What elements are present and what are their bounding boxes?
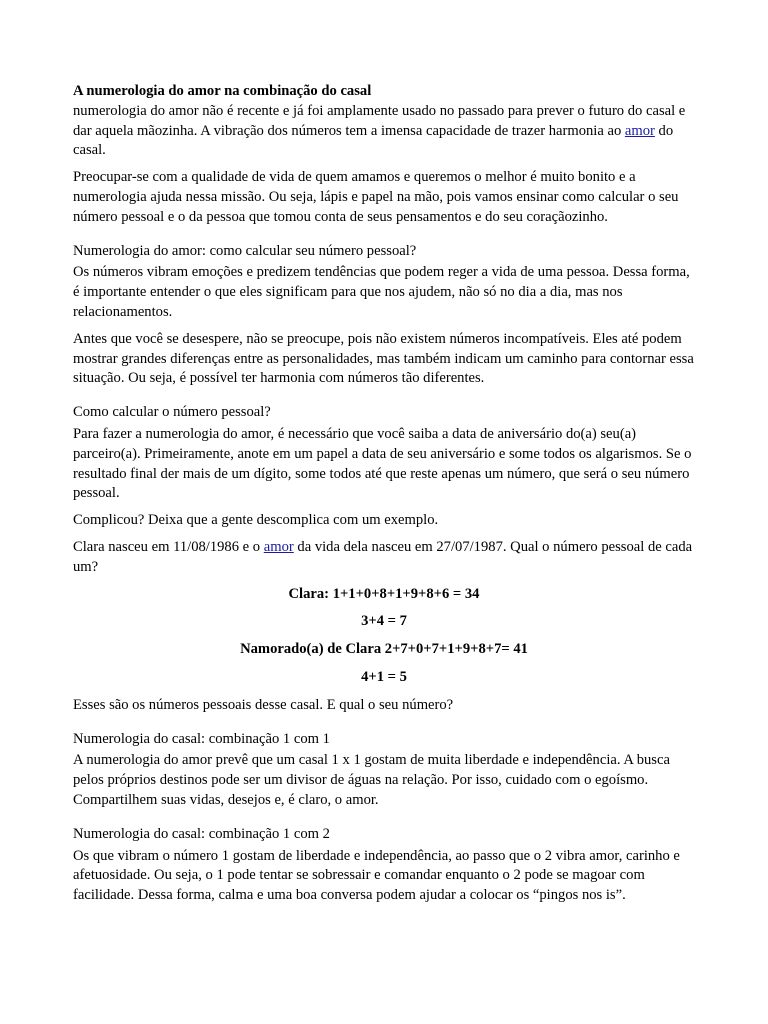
- calculation-line: Clara: 1+1+0+8+1+9+8+6 = 34: [288, 585, 480, 602]
- paragraph: Complicou? Deixa que a gente descomplica com um exemplo.: [73, 512, 439, 529]
- example-paragraph: [73, 538, 695, 578]
- amor-link[interactable]: amor: [263, 538, 294, 555]
- intro-paragraph: [73, 102, 695, 161]
- calculation-line: Namorado(a) de Clara 2+7+0+7+1+9+8+7= 41: [240, 641, 528, 658]
- section-heading: Numerologia do amor: como calcular seu número pessoal?: [73, 242, 417, 259]
- section-heading: Numerologia do casal: combinação 1 com 1: [73, 730, 330, 747]
- section-heading: Numerologia do casal: combinação 1 com 2: [73, 825, 330, 842]
- paragraph: Antes que você se desespere, não se preocupe, pois não existem números incompatíveis. Eles até podem mostrar grandes diferenças entre as personalidades, mas também indicam um caminho para contornar essa situação. Ou seja, é possível ter harmonia com números tão diferentes.: [73, 330, 694, 387]
- paragraph: Esses são os números pessoais desse casal. E qual o seu número?: [73, 696, 454, 713]
- document-page: [73, 82, 695, 913]
- paragraph: Preocupar-se com a qualidade de vida de quem amamos e queremos o melhor é muito bonito e a numerologia ajuda nessa missão. Ou seja, lápis e papel na mão, pois vamos ensinar como calcular o seu número pessoal e o da pessoa que tomou conta de seus pensamentos e do seu coraçãozinho.: [73, 169, 679, 225]
- paragraph: Os que vibram o número 1 gostam de liberdade e independência, ao passo que o 2 vibra amor, carinho e afetuosidade. Ou seja, o 1 pode tentar se sobressair e comandar enquanto o 2 pode se magoar com facilidade. Dessa forma, calma e uma boa conversa podem ajudar a colocar os “pingos nos is”.: [73, 847, 680, 904]
- paragraph: Para fazer a numerologia do amor, é necessário que você saiba a data de aniversário do(a) seu(a) parceiro(a). Primeiramente, anote em um papel a data de seu aniversário e some todos os algarismos. Se o resultado final der mais de um dígito, some todos até que reste apenas um número, que será o seu número pessoal.: [73, 425, 692, 502]
- section-heading: Como calcular o número pessoal?: [73, 404, 271, 421]
- calculation-line: 4+1 = 5: [361, 668, 407, 685]
- intro-text-after: do casal.: [73, 122, 674, 159]
- paragraph: A numerologia do amor prevê que um casal 1 x 1 gostam de muita liberdade e independência. A busca pelos próprios destinos pode ser um divisor de águas na relação. Por isso, cuidado com o egoísmo. Compartilhem suas vidas, desejos e, é claro, o amor.: [73, 752, 670, 808]
- paragraph: Os números vibram emoções e predizem tendências que podem reger a vida de uma pessoa. Dessa forma, é importante entender o que eles significam para que nos ajudem, não só no dia a dia, mas nos relacionamentos.: [73, 264, 690, 320]
- amor-link[interactable]: amor: [624, 122, 655, 139]
- example-text-after: da vida dela nasceu em 27/07/1987. Qual o número pessoal de cada um?: [73, 538, 693, 575]
- intro-text-before: numerologia do amor não é recente e já foi amplamente usado no passado para prever o futuro do casal e dar aquela mãozinha. A vibração dos números tem a imensa capacidade de trazer harmonia ao: [73, 102, 686, 139]
- calculation-line: 3+4 = 7: [361, 613, 407, 630]
- example-text-before: Clara nasceu em 11/08/1986 e o: [73, 538, 264, 555]
- article-title: A numerologia do amor na combinação do casal: [73, 83, 372, 99]
